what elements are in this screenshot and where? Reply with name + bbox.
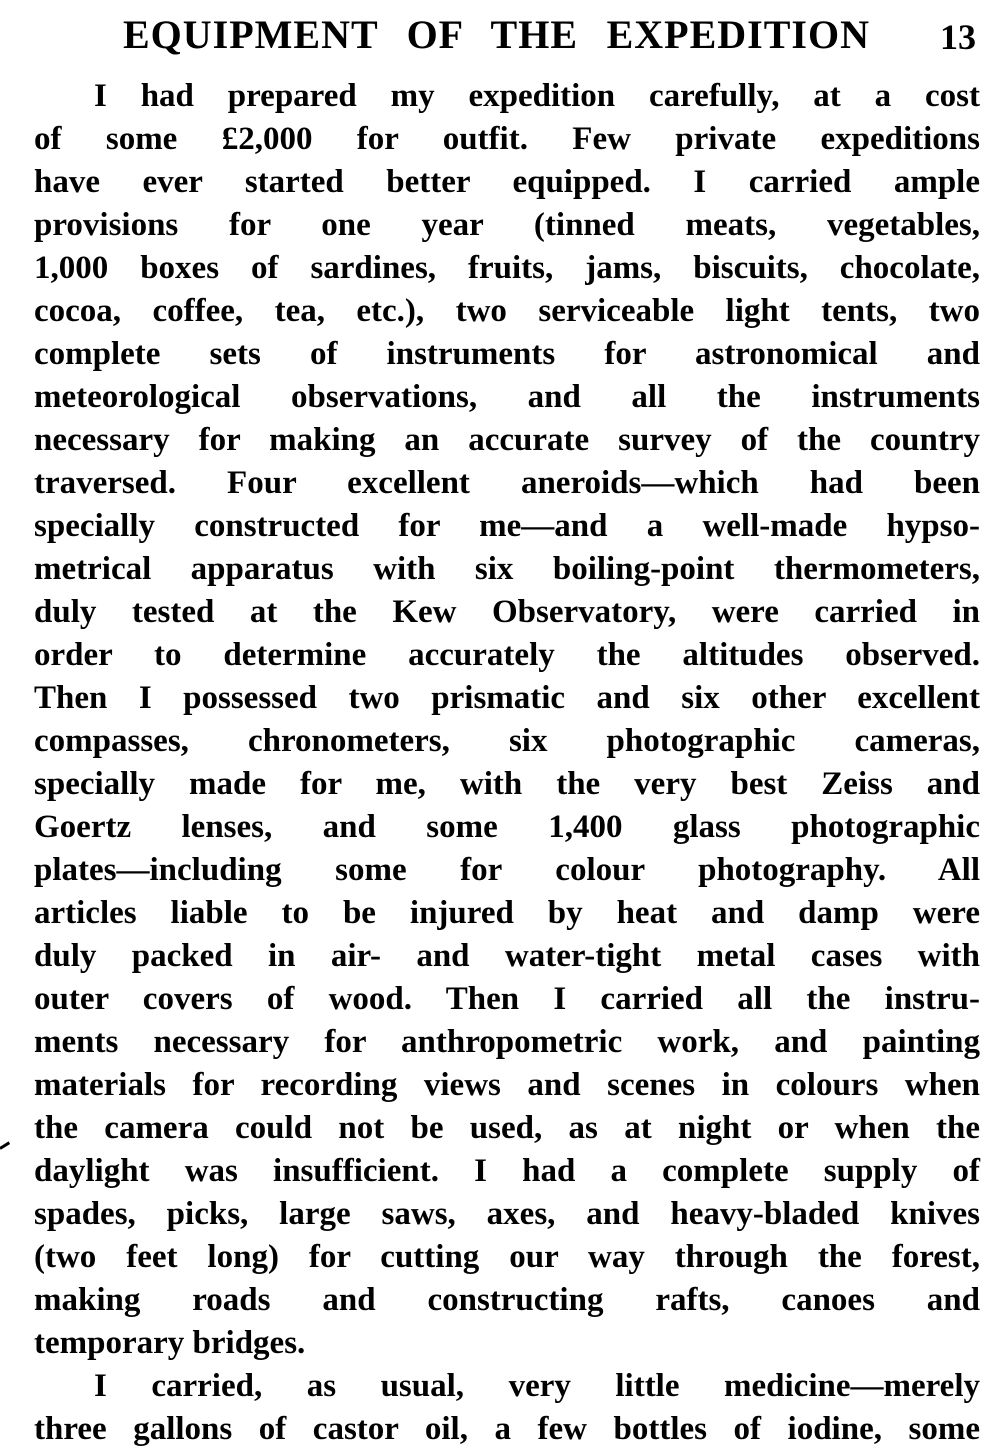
text-line: specially made for me, with the very best Zeiss and <box>34 766 980 802</box>
text-line: of some £2,000 for outfit. Few private expeditions <box>34 121 980 157</box>
text-line: necessary for making an accurate survey of the country <box>34 422 980 458</box>
page-body <box>34 75 980 1451</box>
text-line: specially constructed for me—and a well-made hypso- <box>34 508 980 544</box>
text-line: I had prepared my expedition carefully, at a cost <box>94 78 980 114</box>
text-line: outer covers of wood. Then I carried all the instru- <box>34 981 980 1017</box>
page-header <box>34 10 980 60</box>
text-line: materials for recording views and scenes in colours when <box>34 1067 980 1103</box>
text-line: 1,000 boxes of sardines, fruits, jams, biscuits, chocolate, <box>34 250 980 286</box>
text-line: (two feet long) for cutting our way through the forest, <box>34 1239 980 1275</box>
text-line: order to determine accurately the altitudes observed. <box>34 637 980 673</box>
text-line: complete sets of instruments for astronomical and <box>34 336 980 372</box>
text-line: three gallons of castor oil, a few bottles of iodine, some <box>34 1411 980 1447</box>
text-line: ments necessary for anthropometric work, and painting <box>34 1024 980 1060</box>
text-line: temporary bridges. <box>34 1325 306 1361</box>
text-line: Then I possessed two prismatic and six other excellent <box>34 680 980 716</box>
text-line: spades, picks, large saws, axes, and heavy-bladed knives <box>34 1196 980 1232</box>
text-line: compasses, chronometers, six photographic cameras, <box>34 723 980 759</box>
text-line: have ever started better equipped. I carried ample <box>34 164 980 200</box>
text-line: metrical apparatus with six boiling-point thermometers, <box>34 551 980 587</box>
text-line: duly packed in air- and water-tight metal cases with <box>34 938 980 974</box>
text-line: the camera could not be used, as at night or when the <box>34 1110 980 1146</box>
text-line: making roads and constructing rafts, canoes and <box>34 1282 980 1318</box>
text-line: duly tested at the Kew Observatory, were carried in <box>34 594 980 630</box>
scan-artifact-mark <box>0 1141 10 1149</box>
text-line: cocoa, coffee, tea, etc.), two serviceable light tents, two <box>34 293 980 329</box>
text-line: traversed. Four excellent aneroids—which had been <box>34 465 980 501</box>
paragraph <box>34 1365 980 1451</box>
text-line: plates—including some for colour photography. All <box>34 852 980 888</box>
paragraph <box>34 75 980 1365</box>
text-line: meteorological observations, and all the instruments <box>34 379 980 415</box>
page-title: EQUIPMENT OF THE EXPEDITION <box>123 12 870 57</box>
text-line: provisions for one year (tinned meats, vegetables, <box>34 207 980 243</box>
text-line: articles liable to be injured by heat and damp were <box>34 895 980 931</box>
text-line: Goertz lenses, and some 1,400 glass photographic <box>34 809 980 845</box>
text-line: I carried, as usual, very little medicine—merely <box>94 1368 980 1404</box>
text-line: daylight was insufficient. I had a complete supply of <box>34 1153 980 1189</box>
page-number: 13 <box>940 17 976 57</box>
